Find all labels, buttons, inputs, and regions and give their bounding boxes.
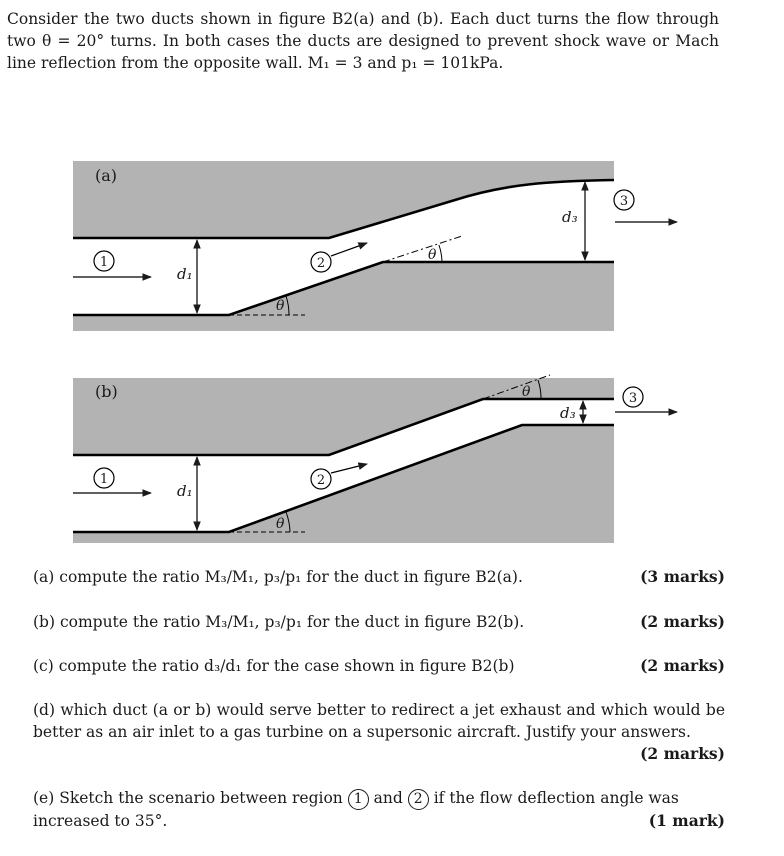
question-a [33,566,725,588]
question-e [33,787,725,832]
question-e-marks: (1 mark) [648,810,725,830]
question-b-text: (b) compute the ratio M₃/M₁, p₃/p₁ for the duct in figure B2(b). [33,613,525,631]
figure-a-region-3: 3 [619,194,629,209]
question-e-region-1: 1 [348,789,369,810]
figure-a [73,161,677,331]
question-a-text: (a) compute the ratio M₃/M₁, p₃/p₁ for the duct in figure B2(a). [33,568,523,586]
problem-statement: Consider the two ducts shown in figure B2(a) and (b). Each duct turns the flow through two θ = 20° turns. In both cases the ducts are designed to prevent shock wave or Mach line reflection from the opposite wall. M₁ = 3 and p₁ = 101kPa. [7,10,719,72]
figure-a-label: (a) [95,166,118,185]
figure-a-region-2: 2 [316,256,326,271]
question-c-marks: (2 marks) [640,656,725,675]
question-c [33,655,725,677]
question-a-marks: (3 marks) [640,567,725,586]
figure-b-region-3: 3 [628,391,638,406]
figure-b-label: (b) [95,382,118,401]
question-e-region-2: 2 [408,789,429,810]
figure-b-theta-lower: θ [276,516,285,532]
figure-a-d1-label: d₁ [177,265,193,283]
question-e-text-after: if the flow deflection angle was increased to 35°. [33,789,679,830]
figure-a-theta-lower: θ [276,298,285,314]
question-d [33,699,725,765]
figure-b-d3-label: d₃ [560,404,576,422]
figure-a-region-1: 1 [99,255,109,270]
question-d-marks: (2 marks) [640,744,725,763]
question-b-marks: (2 marks) [640,612,725,631]
figure-a-d3-label: d₃ [562,208,578,226]
figure-b-region-1: 1 [99,472,109,487]
figure-b-theta-upper: θ [522,384,531,400]
question-e-text-before: (e) Sketch the scenario between region [33,789,343,807]
question-d-text: (d) which duct (a or b) would serve better to redirect a jet exhaust and which would be better as an air inlet to a gas turbine on a supersonic aircraft. Justify your answers. [33,701,725,741]
figure-a-theta-upper: θ [428,247,437,263]
figure-b-d1-label: d₁ [177,482,193,500]
question-e-text-and: and [373,789,403,807]
question-b [33,611,725,633]
question-c-text: (c) compute the ratio d₃/d₁ for the case shown in figure B2(b) [33,657,515,675]
figure-b [73,375,677,543]
figure-b-region-2: 2 [316,473,326,488]
